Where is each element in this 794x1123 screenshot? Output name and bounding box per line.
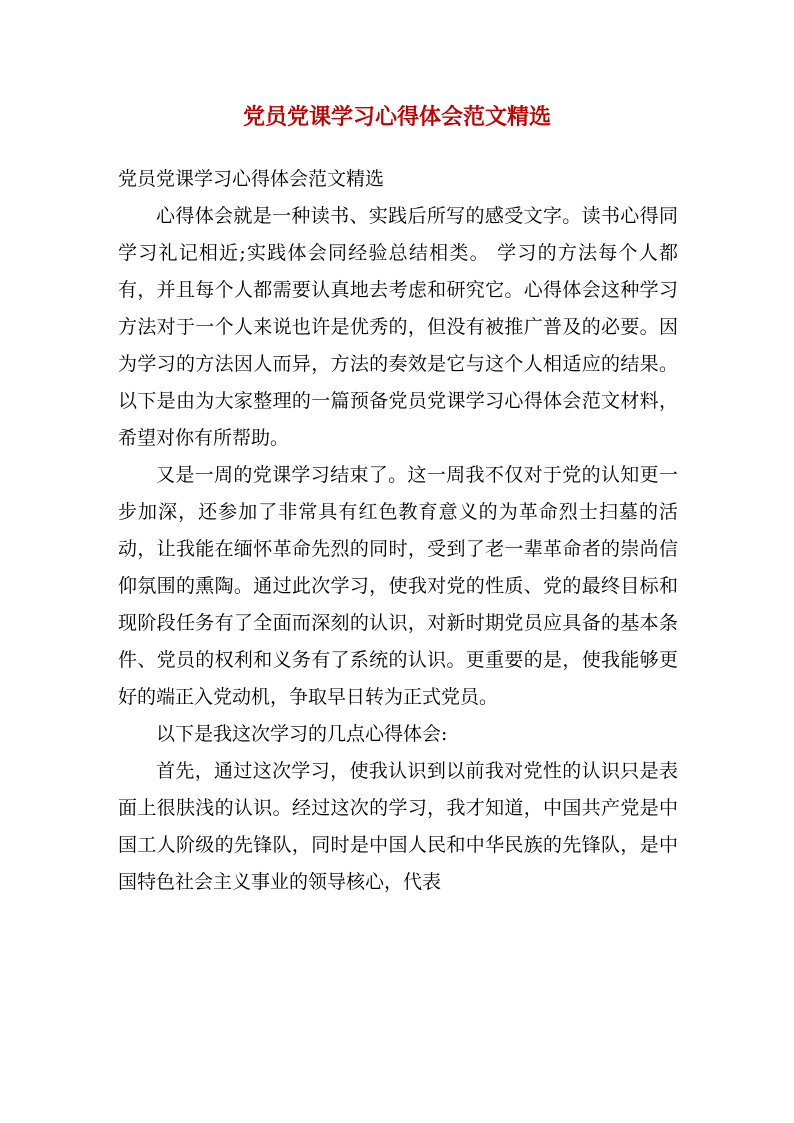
document-body <box>118 161 678 901</box>
subtitle-line: 党员党课学习心得体会范文精选 <box>118 168 385 190</box>
paragraph-lead-in: 以下是我这次学习的几点心得体会: <box>156 723 448 745</box>
paragraph-intro: 心得体会就是一种读书、实践后所写的感受文字。读书心得同学习礼记相近;实践体会同经验总结相类。 学习的方法每个人都有，并且每个人都需要认真地去考虑和研究它。心得体会这种学习方法对于一个人来说也许是优秀的，但没有被推广普及的必要。因为学习的方法因人而异，方法的奏效是它与这个人相适应的结果。以下是由为大家整理的一篇预备党员党课学习心得体会范文材料，希望对你有所帮助。 <box>118 205 678 449</box>
document-title: 党员党课学习心得体会范文精选 <box>242 104 551 130</box>
paragraph-week-summary: 又是一周的党课学习结束了。这一周我不仅对于党的认知更一步加深，还参加了非常具有红色教育意义的为革命烈士扫墓的活动，让我能在缅怀革命先烈的同时，受到了老一辈革命者的崇尚信仰氛围的熏陶。通过此次学习，使我对党的性质、党的最终目标和现阶段任务有了全面而深刻的认识，对新时期党员应具备的基本条件、党员的权利和义务有了系统的认识。更重要的是，使我能够更好的端正入党动机，争取早日转为正式党员。 <box>118 464 678 708</box>
paragraph-first-point: 首先，通过这次学习，使我认识到以前我对党性的认识只是表面上很肤浅的认识。经过这次的学习，我才知道，中国共产党是中国工人阶级的先锋队，同时是中国人民和中华民族的先锋队，是中国特色社会主义事业的领导核心，代表 <box>118 760 678 893</box>
